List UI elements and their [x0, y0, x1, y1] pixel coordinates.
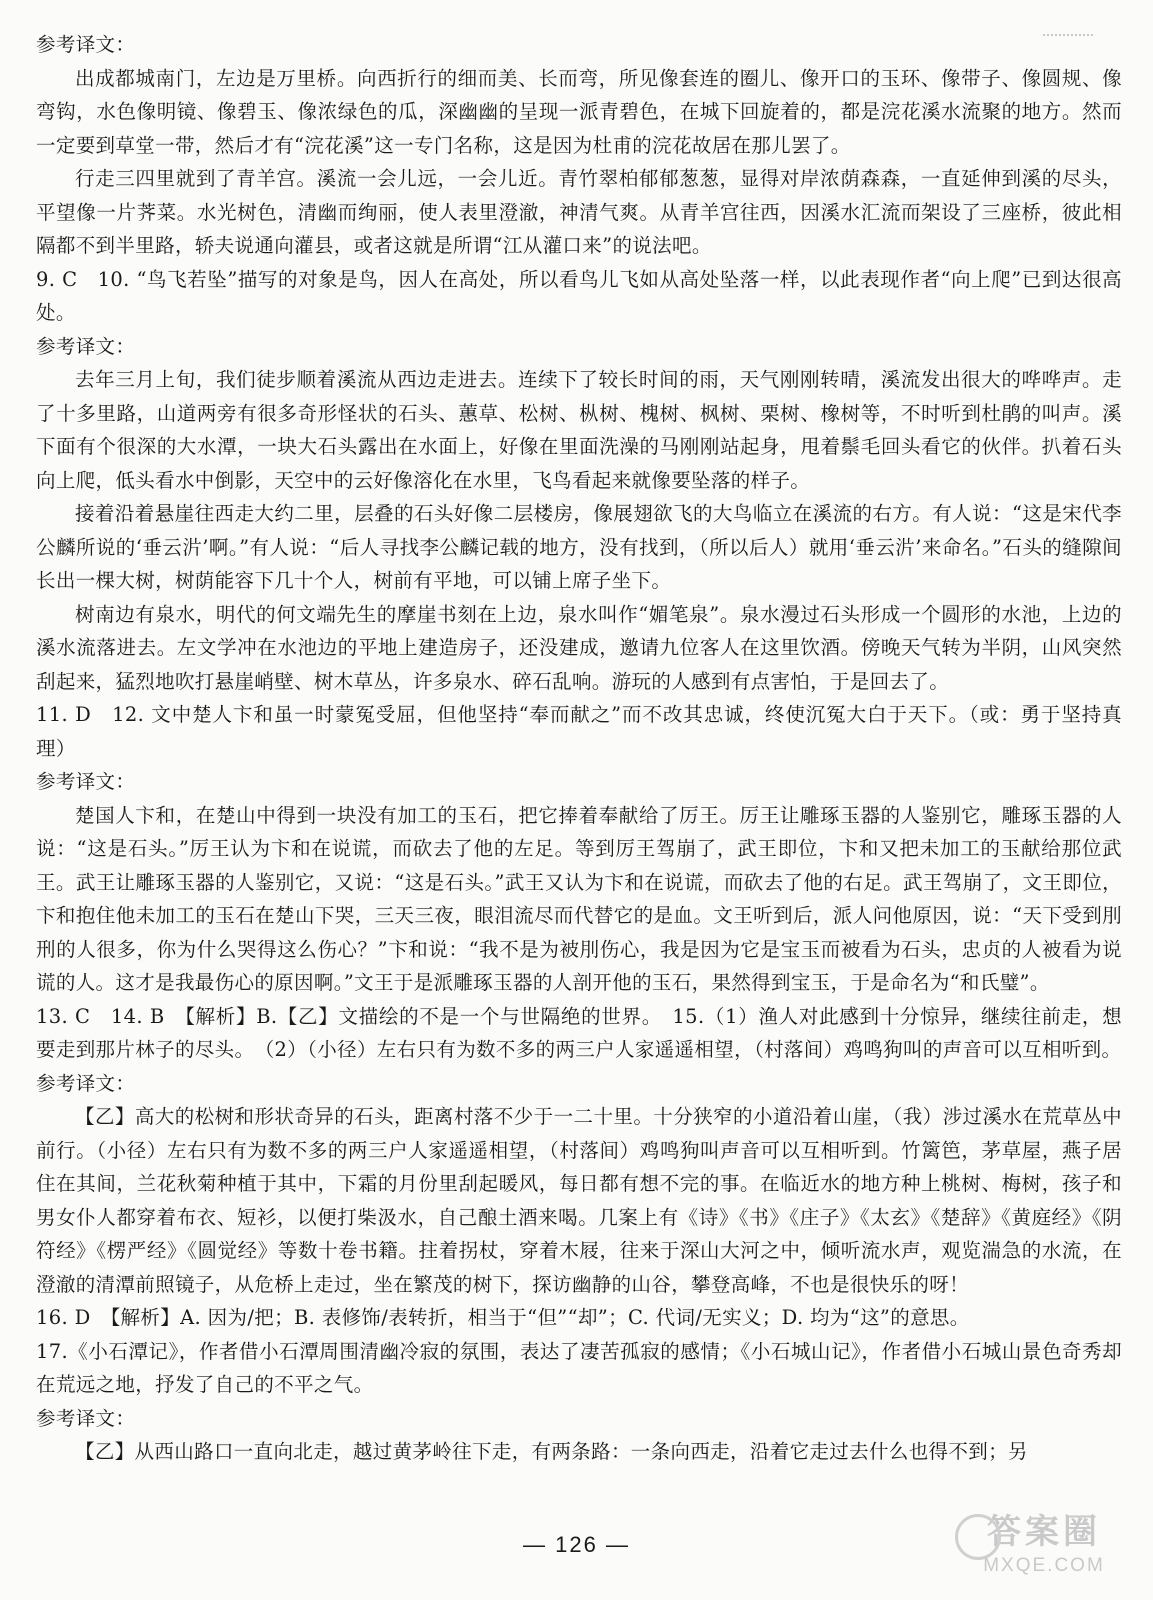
translation-paragraph: 【乙】高大的松树和形状奇异的石头，距离村落不少于一二十里。十分狭窄的小道沿着山崖，（我）涉过溪水在荒草丛中前行。（小径）左右只有为数不多的两三户人家遥遥相望，（村落间）鸡鸣狗叫声音可以互相听到。竹篱笆，茅草屋，燕子居住在其间，兰花秋菊种植于其中，下霜的月份里刮起暖风，每日都有想不完的事。在临近水的地方种上桃树、梅树，孩子和男女仆人都穿着布衣、短衫，以便打柴汲水，自己酿土酒来喝。几案上有《诗》《书》《庄子》《太玄》《楚辞》《黄庭经》《阴符经》《楞严经》《圆觉经》等数十卷书籍。拄着拐杖，穿着木屐，往来于深山大河之中，倾听流水声，观览湍急的水流，在澄澈的清潭前照镜子，从危桥上走过，坐在繁茂的树下，探访幽静的山谷，攀登高峰，不也是很快乐的呀！: [36, 1105, 1122, 1296]
answer-paragraph: 9. C 10. “鸟飞若坠”描写的对象是鸟，因人在高处，所以看鸟儿飞如从高处坠落一样，以此表现作者“向上爬”已到达很高处。: [36, 267, 1122, 324]
translation-label: 参考译文：: [36, 334, 136, 358]
translation-paragraph: 楚国人卞和，在楚山中得到一块没有加工的玉石，把它捧着奉献给了厉王。厉王让雕琢玉器的人鉴别它，雕琢玉器的人说：“这是石头。”厉王认为卞和在说谎，而砍去了他的左足。等到厉王驾崩了，武王即位，卞和又把未加工的玉献给那位武王。武王让雕琢玉器的人鉴别它，又说：“这是石头。”武王又认为卞和在说谎，而砍去了他的右足。武王驾崩了，文王即位，卞和抱住他未加工的玉石在楚山下哭，三天三夜，眼泪流尽而代替它的是血。文王听到后，派人问他原因，说：“天下受到刖刑的人很多，你为什么哭得这么伤心？”卞和说：“我不是为被刖伤心，我是因为它是宝玉而被看为石头，忠贞的人被看为说谎的人。这才是我最伤心的原因啊。”文王于是派雕琢玉器的人剖开他的玉石，果然得到宝玉，于是命名为“和氏璧”。: [36, 803, 1122, 994]
translation-paragraph: 【乙】从西山路口一直向北走，越过黄茅岭往下走，有两条路：一条向西走，沿着它走过去什么也得不到；另: [75, 1440, 1028, 1463]
page-content: [36, 28, 1122, 1469]
watermark-top-text: 答案圈: [987, 1513, 1101, 1551]
page-number: — 126 —: [523, 1532, 630, 1557]
translation-label: 参考译文：: [36, 1406, 136, 1430]
translation-paragraph: 出成都城南门，左边是万里桥。向西折行的细而美、长而弯，所见像套连的圈儿、像开口的玉环、像带子、像圆规、像弯钩，水色像明镜、像碧玉、像浓绿色的瓜，深幽幽的呈现一派青碧色，在城下回旋着的，都是浣花溪水流聚的地方。然而一定要到草堂一带，然后才有“浣花溪”这一专门名称，这是因为杜甫的浣花故居在那儿罢了。: [36, 66, 1122, 157]
watermark-logo: [955, 1510, 1133, 1590]
translation-paragraph: 去年三月上旬，我们徒步顺着溪流从西边走进去。连续下了较长时间的雨，天气刚刚转晴，溪流发出很大的哗哗声。走了十多里路，山道两旁有很多奇形怪状的石头、蕙草、松树、枞树、槐树、枫树、栗树、橡树等，不时听到杜鹃的叫声。溪下面有个很深的大水潭，一块大石头露出在水面上，好像在里面洗澡的马刚刚站起身，甩着鬃毛回头看它的伙伴。扒着石头向上爬，低头看水中倒影，天空中的云好像溶化在水里，飞鸟看起来就像要坠落的样子。: [36, 368, 1122, 492]
translation-paragraph: 接着沿着悬崖往西走大约二里，层叠的石头好像二层楼房，像展翅欲飞的大鸟临立在溪流的右方。有人说：“这是宋代李公麟所说的‘垂云沜’啊。”有人说：“后人寻找李公麟记载的地方，没有找到，（所以后人）就用‘垂云沜’来命名。”石头的缝隙间长出一棵大树，树荫能容下几十个人，树前有平地，可以铺上席子坐下。: [36, 502, 1122, 592]
watermark-bottom-text: MXQE.COM: [983, 1555, 1105, 1576]
watermark-circle-icon: [955, 1514, 1001, 1560]
answer-paragraph: 11. D 12. 文中楚人卞和虽一时蒙冤受屈，但他坚持“奉而献之”而不改其忠诚，终使沉冤大白于天下。（或：勇于坚持真理）: [36, 703, 1122, 760]
translation-label: 参考译文：: [36, 770, 136, 793]
translation-paragraph: 树南边有泉水，明代的何文端先生的摩崖书刻在上边，泉水叫作“媚笔泉”。泉水漫过石头形成一个圆形的水池，上边的溪水流落进去。左文学冲在水池边的平地上建造房子，还没建成，邀请九位客人在这里饮酒。傍晚天气转为半阴，山风突然刮起来，猛烈地吹打悬崖峭壁、树木草丛，许多泉水、碎石乱响。游玩的人感到有点害怕，于是回去了。: [36, 602, 1122, 693]
answer-paragraph: 17.《小石潭记》，作者借小石潭周围清幽冷寂的氛围，表达了凄苦孤寂的感情；《小石城山记》，作者借小石城山景色奇秀却在荒远之地，抒发了自己的不平之气。: [36, 1339, 1122, 1396]
translation-label: 参考译文：: [36, 33, 136, 56]
translation-label: 参考译文：: [36, 1071, 136, 1095]
answer-paragraph: 13. C 14. B 【解析】B.【乙】文描绘的不是一个与世隔绝的世界。 15.（1）渔人对此感到十分惊异，继续往前走，想要走到那片林子的尽头。 （2）（小径）左右只有为数不多的两三户人家遥遥相望，（村落间）鸡鸣狗叫的声音可以互相听到。: [36, 1004, 1122, 1061]
corner-scan-mark: [1043, 34, 1093, 44]
answer-paragraph: 16. D 【解析】A. 因为/把；B. 表修饰/表转折，相当于“但”“却”；C. 代词/无实义；D. 均为“这”的意思。: [36, 1306, 970, 1329]
translation-paragraph: 行走三四里就到了青羊宫。溪流一会儿远，一会儿近。青竹翠柏郁郁葱葱，显得对岸浓荫森森，一直延伸到溪的尽头，平望像一片荠菜。水光树色，清幽而绚丽，使人表里澄澈，神清气爽。从青羊宫往西，因溪水汇流而架设了三座桥，彼此相隔都不到半里路，轿夫说通向灌县，或者这就是所谓“江从灌口来”的说法吧。: [36, 167, 1122, 257]
